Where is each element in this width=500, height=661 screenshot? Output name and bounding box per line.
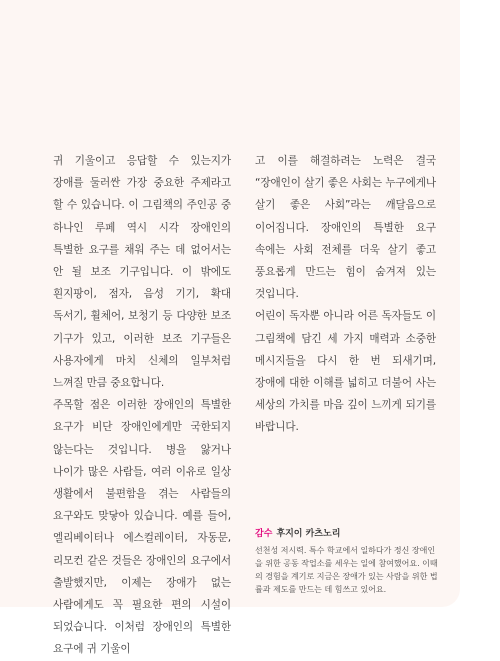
right-paragraph-2: 어린이 독자뿐 아니라 어른 독자들도 이 그림책에 담긴 세 가지 매력과 소중한 메시지들을 다시 한 번 되새기며, 장애에 대한 이해를 넓히고 더불어 사는 세상의 가치를 마음 깊이 느끼게 되기를 바랍니다. xyxy=(255,310,436,434)
left-text-column xyxy=(53,150,231,661)
bio-role: 감수 xyxy=(255,529,273,539)
right-paragraph-1: 고 이를 해결하려는 노력은 결국 “장애인이 살기 좋은 사회는 누구에게나 살기 좋은 사회”라는 깨달음으로 이어집니다. 장애인의 특별한 요구 속에는 사회 전체를 더욱 살기 좋고 풍요롭게 만드는 힘이 숨겨져 있는 것입니다. xyxy=(255,155,436,301)
right-text-column xyxy=(255,150,436,439)
bio-text: 선천성 저시력. 특수 학교에서 일하다가 정신 장애인을 위한 공동 작업소를 세우는 일에 참여했어요. 이때의 경험을 계기로 지금은 장애가 있는 사람을 위한 법률과 제도를 만드는 데 힘쓰고 있어요. xyxy=(255,546,438,594)
left-paragraph-2: 주목할 점은 이러한 장애인의 특별한 요구가 비단 장애인에게만 국한되지 않는다는 것입니다. 병을 앓거나 나이가 많은 사람들, 여러 이유로 일상 생활에서 불편함을 겪는 사람들의 요구와도 맞닿아 있습니다. 예를 들어, 엘리베이터나 에스컬레이터, 자동문, 리모컨 같은 것들은 장애인의 요구에서 출발했지만, 이제는 장애가 없는 사람에게도 꼭 필요한 편의 시설이 되었습니다. 이처럼 장애인의 특별한 요구에 귀 기울이 xyxy=(53,399,231,656)
bio-name: 후지이 카츠노리 xyxy=(276,529,341,539)
bio-heading xyxy=(255,528,440,541)
supervisor-bio xyxy=(255,528,440,596)
left-paragraph-1: 귀 기울이고 응답할 수 있는지가 장애를 둘러싼 가장 중요한 주제라고 할 수 있습니다. 이 그림책의 주인공 중 하나인 루페 역시 시각 장애인의 특별한 요구를 채워 주는 데 없어서는 안 될 보조 기구입니다. 이 밖에도 흰지팡이, 점자, 음성 기기, 확대 독서기, 휠체어, 보청기 등 다양한 보조 기구가 있고, 이러한 보조 기구들은 사용자에게 마치 신체의 일부처럼 느껴질 만큼 중요합니다. xyxy=(53,155,231,390)
